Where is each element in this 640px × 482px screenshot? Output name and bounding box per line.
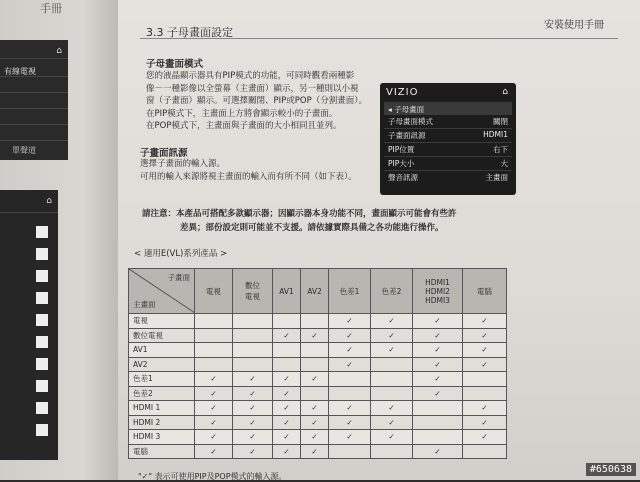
check-mark-cell: ✓ (413, 386, 463, 401)
note-line-2: 差異；部份設定則可能並不支援。請依據實際具備之各功能進行操作。 (180, 223, 444, 233)
osd-row-label: 子母畫面模式 (388, 117, 433, 126)
check-mark-cell: ✓ (273, 372, 301, 387)
header-divider (140, 38, 618, 39)
check-mark-cell: ✓ (371, 343, 413, 358)
empty-cell (195, 328, 233, 343)
check-mark-cell: ✓ (413, 444, 463, 459)
table-row (129, 343, 507, 358)
empty-cell (195, 357, 233, 372)
text-line: 像－一種影像以全螢幕（主畫面）顯示，另一種則以小視 (146, 83, 359, 94)
vizio-logo: VIZIO (386, 87, 419, 98)
check-mark-cell: ✓ (301, 328, 329, 343)
check-mark-cell: ✓ (329, 430, 371, 445)
pip-source-table (128, 268, 507, 459)
osd-row (384, 142, 512, 154)
check-mark-cell: ✓ (195, 386, 233, 401)
empty-cell (273, 357, 301, 372)
empty-cell (329, 372, 371, 387)
empty-cell (301, 357, 329, 372)
osd-row-value: HDMI1 (483, 130, 508, 139)
text-line: 可用的輸入來源將視主畫面的輸入而有所不同（如下表）。 (140, 171, 357, 182)
left-osd-menu (0, 40, 68, 160)
manual-page (118, 0, 640, 480)
applicable-series: < 適用E(VL)系列產品 > (134, 249, 228, 259)
table-corner-cell (129, 269, 195, 314)
check-mark-cell: ✓ (371, 415, 413, 430)
check-mark-cell: ✓ (371, 328, 413, 343)
check-mark-cell: ✓ (463, 357, 507, 372)
empty-cell (413, 415, 463, 430)
check-mark-cell: ✓ (413, 343, 463, 358)
home-icon: ⌂ (502, 87, 508, 97)
text-line: 選擇子畫面的輸入源。 (140, 159, 226, 169)
corner-sub-label: 子畫面 (167, 273, 190, 282)
check-mark-cell: ✓ (413, 357, 463, 372)
left-menu-selected: 有線電視 (4, 67, 36, 76)
table-row (129, 386, 507, 401)
check-mark-cell: ✓ (233, 372, 273, 387)
empty-cell (273, 343, 301, 358)
row-header: 電腦 (129, 444, 195, 459)
row-header: HDMI 1 (129, 401, 195, 416)
table-footnote: "✓" 表示可使用PIP及POP模式的輸入源。 (138, 472, 287, 481)
osd-row (384, 170, 512, 182)
check-mark-cell: ✓ (329, 357, 371, 372)
table-header-row (129, 269, 507, 314)
check-mark-cell: ✓ (301, 430, 329, 445)
check-mark-cell: ✓ (273, 430, 301, 445)
empty-cell (463, 444, 507, 459)
check-mark-cell: ✓ (371, 314, 413, 329)
pip-mode-title: 子母畫面模式 (146, 59, 204, 70)
section-title: 3.3 子母畫面設定 (146, 26, 233, 39)
osd-row (384, 156, 512, 168)
empty-cell (233, 328, 273, 343)
back-arrow-icon: ◂ (388, 105, 395, 114)
empty-cell (233, 314, 273, 329)
manual-header: 安裝使用手冊 (544, 20, 604, 31)
table-row (129, 430, 507, 445)
check-mark-cell: ✓ (463, 328, 507, 343)
row-header: 色差1 (129, 372, 195, 387)
osd-row-value: 主畫面 (485, 173, 508, 182)
empty-cell (301, 314, 329, 329)
empty-cell (371, 444, 413, 459)
text-line: 窗（子畫面）顯示。可選擇關閉、PIP或POP（分割畫面）。 (146, 96, 367, 106)
column-header: AV1 (273, 269, 301, 314)
left-osd-menu-2 (0, 190, 58, 460)
table-row (129, 328, 507, 343)
check-mark-cell: ✓ (413, 314, 463, 329)
check-mark-cell: ✓ (329, 343, 371, 358)
osd-back-row (384, 102, 512, 114)
osd-menu-illustration (380, 83, 516, 195)
row-header: HDMI 3 (129, 430, 195, 445)
osd-row-label: PIP位置 (388, 145, 415, 154)
check-mark-cell: ✓ (195, 430, 233, 445)
column-header: 電腦 (463, 269, 507, 314)
osd-row-label: PIP大小 (388, 159, 415, 168)
table-row (129, 415, 507, 430)
column-header: AV2 (301, 269, 329, 314)
text-line: 在PIP模式下，主畫面上方將會顯示較小的子畫面。 (146, 108, 338, 119)
watermark: #650638 (586, 463, 636, 476)
row-header: AV1 (129, 343, 195, 358)
check-mark-cell: ✓ (329, 314, 371, 329)
table-row (129, 357, 507, 372)
table-row (129, 372, 507, 387)
empty-cell (301, 386, 329, 401)
empty-cell (233, 357, 273, 372)
check-mark-cell: ✓ (371, 430, 413, 445)
osd-back-label: 子母畫面 (394, 105, 425, 114)
pip-source-title: 子畫面訊源 (140, 148, 188, 159)
osd-row-value: 大 (500, 159, 508, 168)
check-mark-cell: ✓ (273, 386, 301, 401)
check-mark-cell: ✓ (233, 430, 273, 445)
check-mark-cell: ✓ (463, 415, 507, 430)
empty-cell (463, 372, 507, 387)
check-mark-cell: ✓ (301, 415, 329, 430)
check-mark-cell: ✓ (301, 372, 329, 387)
home-icon: ⌂ (46, 196, 52, 206)
left-menu-bottom: 單聲道 (12, 146, 36, 155)
empty-cell (371, 386, 413, 401)
check-mark-cell: ✓ (463, 314, 507, 329)
left-page (0, 0, 118, 480)
empty-cell (463, 386, 507, 401)
empty-cell (233, 343, 273, 358)
empty-cell (371, 357, 413, 372)
empty-cell (301, 343, 329, 358)
check-mark-cell: ✓ (301, 401, 329, 416)
pip-source-text (140, 158, 357, 183)
row-header: 色差2 (129, 386, 195, 401)
column-header: 數位 電視 (233, 269, 273, 314)
empty-cell (195, 343, 233, 358)
empty-cell (413, 401, 463, 416)
text-line: 您的液晶顯示器具有PIP模式的功能，可同時觀看兩種影 (146, 71, 355, 81)
check-mark-cell: ✓ (329, 401, 371, 416)
empty-cell (371, 372, 413, 387)
osd-row-label: 子畫面訊源 (388, 131, 426, 140)
column-header: HDMI1 HDMI2 HDMI3 (413, 269, 463, 314)
check-mark-cell: ✓ (233, 444, 273, 459)
check-mark-cell: ✓ (273, 415, 301, 430)
check-mark-cell: ✓ (195, 401, 233, 416)
row-header: AV2 (129, 357, 195, 372)
check-mark-cell: ✓ (463, 430, 507, 445)
check-mark-cell: ✓ (233, 415, 273, 430)
check-mark-cell: ✓ (329, 415, 371, 430)
row-header: HDMI 2 (129, 415, 195, 430)
check-mark-cell: ✓ (301, 444, 329, 459)
osd-row (384, 128, 512, 140)
left-page-header: 手冊 (40, 2, 62, 15)
osd-row-value: 關閉 (493, 117, 508, 126)
check-mark-cell: ✓ (463, 401, 507, 416)
osd-row-value: 右下 (493, 145, 508, 154)
empty-cell (195, 314, 233, 329)
check-mark-cell: ✓ (195, 444, 233, 459)
empty-cell (273, 314, 301, 329)
corner-main-label: 主畫面 (133, 300, 156, 309)
check-mark-cell: ✓ (233, 401, 273, 416)
check-mark-cell: ✓ (463, 343, 507, 358)
check-mark-cell: ✓ (273, 328, 301, 343)
osd-row (384, 114, 512, 126)
empty-cell (329, 386, 371, 401)
column-header: 色差2 (371, 269, 413, 314)
check-mark-cell: ✓ (273, 401, 301, 416)
column-header: 電視 (195, 269, 233, 314)
check-mark-cell: ✓ (413, 328, 463, 343)
column-header: 色差1 (329, 269, 371, 314)
check-mark-cell: ✓ (273, 444, 301, 459)
row-header: 數位電視 (129, 328, 195, 343)
home-icon: ⌂ (56, 46, 62, 56)
table-row (129, 401, 507, 416)
text-line: 在POP模式下，主畫面與子畫面的大小相同且並列。 (146, 121, 342, 131)
check-mark-cell: ✓ (413, 372, 463, 387)
table-row (129, 444, 507, 459)
table-row (129, 314, 507, 329)
check-mark-cell: ✓ (195, 372, 233, 387)
row-header: 電視 (129, 314, 195, 329)
check-mark-cell: ✓ (329, 328, 371, 343)
osd-row-label: 聲音訊源 (388, 173, 418, 182)
empty-cell (329, 444, 371, 459)
note-line-1: 請注意：本產品可搭配多款顯示器；因顯示器本身功能不同，畫面顯示可能會有些許 (142, 209, 457, 219)
empty-cell (413, 430, 463, 445)
check-mark-cell: ✓ (195, 415, 233, 430)
pip-mode-text (146, 70, 367, 133)
check-mark-cell: ✓ (371, 401, 413, 416)
check-mark-cell: ✓ (233, 386, 273, 401)
